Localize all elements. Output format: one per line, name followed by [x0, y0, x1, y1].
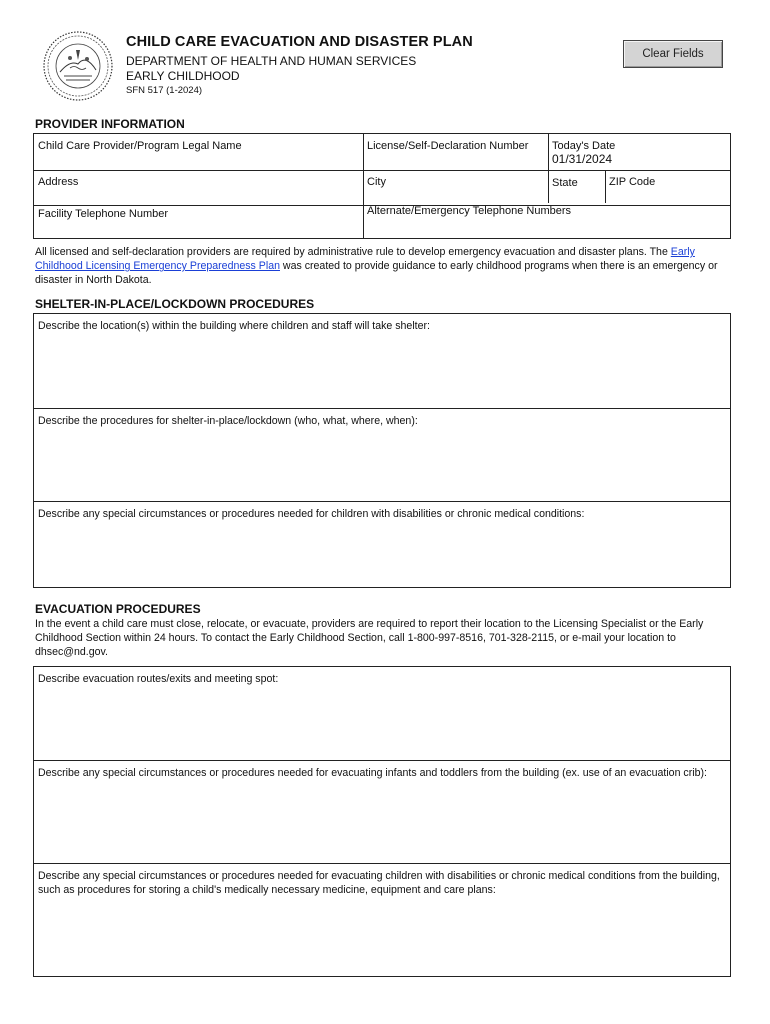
- evacuation-routes-label: Describe evacuation routes/exits and meeting spot:: [38, 673, 279, 685]
- shelter-procedures-label: Describe the procedures for shelter-in-place/lockdown (who, what, where, when):: [38, 415, 418, 427]
- city-label: City: [367, 176, 386, 188]
- evacuation-disabilities-field[interactable]: [34, 863, 730, 976]
- address-field[interactable]: [34, 170, 363, 205]
- evacuation-routes-field[interactable]: [34, 667, 730, 760]
- evacuation-disabilities-label: Describe any special circumstances or procedures needed for evacuating children with disabilities or chronic medical conditions from the building, such as procedures for storing a child's medically necessary medicine, equipment and care plans:: [38, 870, 720, 896]
- provider-info-grid: [33, 133, 731, 239]
- shelter-procedures-field[interactable]: [34, 408, 730, 501]
- facility-phone-label: Facility Telephone Number: [38, 208, 169, 220]
- shelter-section-title: SHELTER-IN-PLACE/LOCKDOWN PROCEDURES: [35, 297, 315, 311]
- zip-code-label: ZIP Code: [609, 176, 656, 188]
- state-field[interactable]: [548, 170, 605, 205]
- shelter-location-field[interactable]: [34, 314, 730, 408]
- evacuation-box: [33, 666, 731, 977]
- evacuation-instructions: In the event a child care must close, relocate, or evacuate, providers are required to report their location to the Licensing Specialist or the Early Childhood Section within 24 hours. To contact the Early Childhood Section, call 1-800-997-8516, 701-328-2115, or e-mail your location to dhsec@nd.gov.: [35, 618, 704, 659]
- alternate-phone-label: Alternate/Emergency Telephone Numbers: [367, 205, 572, 217]
- state-label: State: [552, 177, 578, 189]
- facility-phone-field[interactable]: [34, 205, 363, 238]
- shelter-location-label: Describe the location(s) within the building where children and staff will take shelter:: [38, 320, 430, 332]
- zip-code-field[interactable]: [605, 170, 730, 205]
- clear-fields-button[interactable]: Clear Fields: [623, 40, 723, 68]
- legal-name-field[interactable]: [34, 134, 363, 170]
- city-field[interactable]: [363, 170, 548, 205]
- evacuation-infants-field[interactable]: [34, 760, 730, 863]
- state-seal-icon: [40, 30, 116, 102]
- legal-name-label: Child Care Provider/Program Legal Name: [38, 140, 242, 152]
- shelter-special-label: Describe any special circumstances or procedures needed for children with disabilities or chronic medical conditions:: [38, 508, 585, 520]
- intro-paragraph: All licensed and self-declaration providers are required by administrative rule to develop emergency evacuation and disaster plans. The Early Childhood Licensing Emergency Preparedness Plan was created to provide guidance to early childhood programs when there is an emergency or disaster in North Dakota.: [35, 246, 718, 287]
- form-number: SFN 517 (1-2024): [126, 85, 203, 96]
- provider-section-title: PROVIDER INFORMATION: [35, 117, 185, 131]
- shelter-special-field[interactable]: [34, 501, 730, 587]
- form-title: CHILD CARE EVACUATION AND DISASTER PLAN: [126, 34, 473, 50]
- evacuation-section-title: EVACUATION PROCEDURES: [35, 602, 201, 616]
- emergency-plan-link[interactable]: Early Childhood Licensing Emergency Preparedness Plan: [35, 246, 695, 273]
- division-name: EARLY CHILDHOOD: [126, 69, 240, 83]
- evacuation-infants-label: Describe any special circumstances or procedures needed for evacuating infants and toddlers from the building (ex. use of an evacuation crib):: [38, 767, 707, 779]
- todays-date-label: Today's Date: [552, 140, 616, 152]
- department-name: DEPARTMENT OF HEALTH AND HUMAN SERVICES: [126, 54, 417, 68]
- license-number-field[interactable]: [363, 134, 548, 170]
- todays-date-value[interactable]: 01/31/2024: [552, 152, 613, 166]
- shelter-box: [33, 313, 731, 588]
- alternate-phone-field[interactable]: [363, 205, 730, 238]
- license-number-label: License/Self-Declaration Number: [367, 140, 529, 152]
- address-label: Address: [38, 176, 79, 188]
